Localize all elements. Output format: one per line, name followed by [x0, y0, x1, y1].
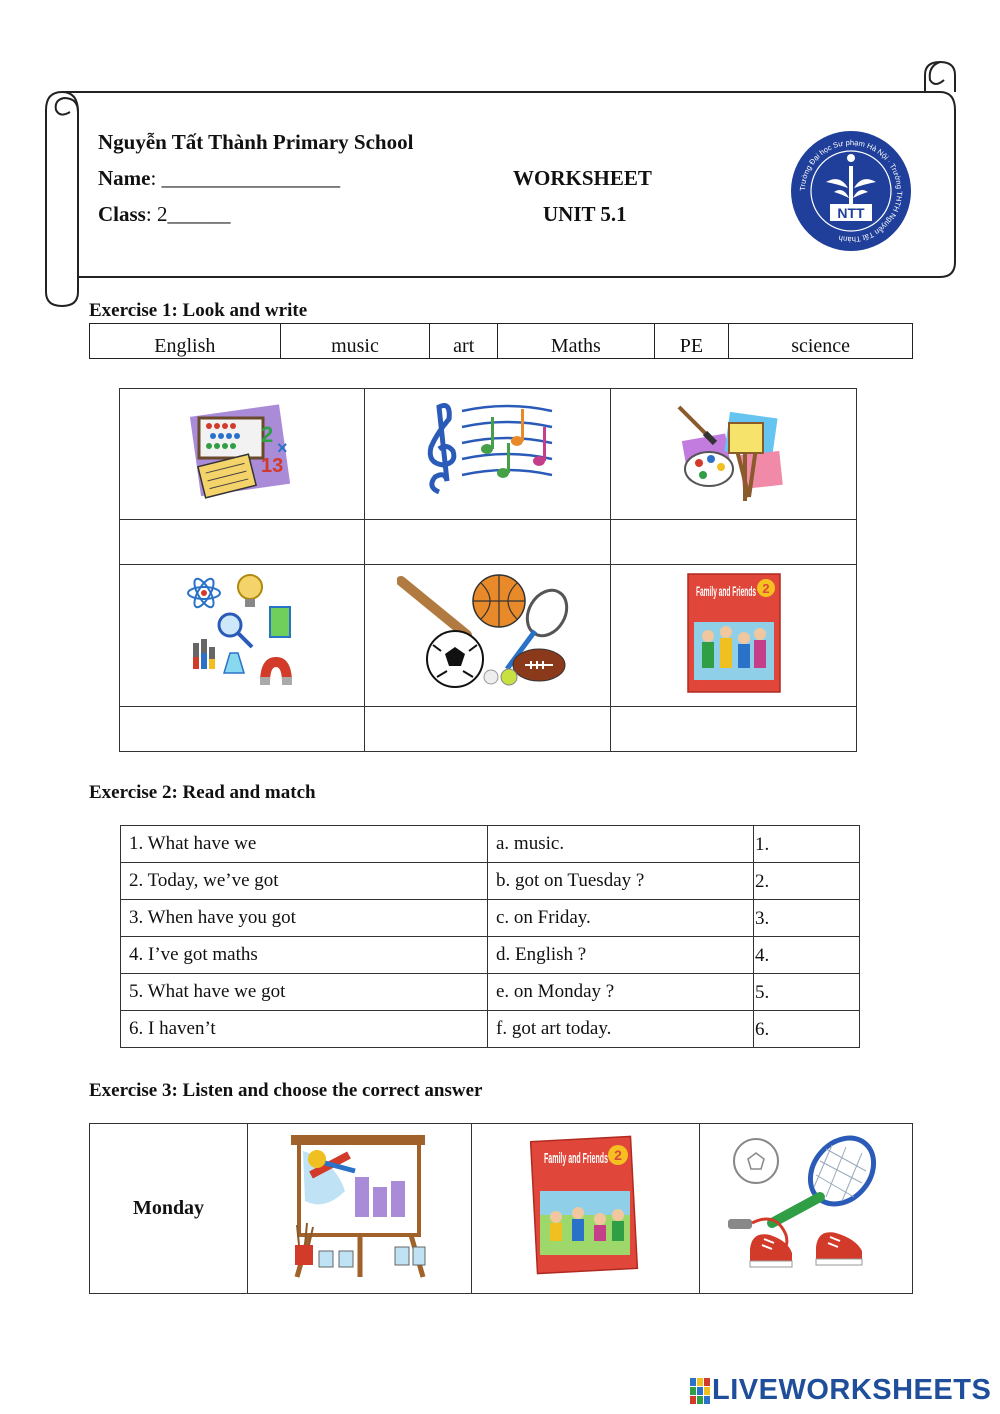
name-label: Name	[98, 166, 151, 190]
match-right: a. music.	[488, 826, 754, 863]
answer-cell	[611, 706, 857, 751]
match-table	[120, 825, 860, 1048]
day-cell	[90, 1124, 248, 1294]
answer-input-1[interactable]	[130, 527, 353, 557]
exercise3-title: Exercise 3: Listen and choose the correct answer	[89, 1080, 483, 1101]
book-number-text: 2	[613, 1147, 622, 1163]
match-answer-input[interactable]	[769, 944, 833, 967]
match-answer-cell[interactable]	[754, 974, 860, 1011]
sports-balls-icon	[397, 573, 577, 693]
exercise2-title: Exercise 2: Read and match	[89, 782, 316, 803]
picture-cell	[611, 389, 857, 520]
match-row	[121, 937, 860, 974]
match-row	[121, 826, 860, 863]
worksheet-title: WORKSHEET	[513, 166, 652, 190]
match-left: 2. Today, we’ve got	[121, 863, 488, 900]
option-cell-pe[interactable]	[700, 1124, 913, 1294]
match-row	[121, 900, 860, 937]
answer-input-2[interactable]	[375, 527, 600, 557]
svg-text:×: ×	[276, 437, 288, 458]
match-answer-input[interactable]	[769, 870, 833, 893]
match-right: c. on Friday.	[488, 900, 754, 937]
match-row	[121, 1011, 860, 1048]
match-number: 4.	[755, 944, 770, 966]
match-answer-cell[interactable]	[754, 1011, 860, 1048]
art-easel-icon	[285, 1131, 435, 1281]
logo-text: NTT	[837, 205, 865, 221]
match-left: 6. I haven’t	[121, 1011, 488, 1048]
picture-cell	[120, 565, 365, 706]
liveworksheets-logo-icon	[690, 1378, 710, 1404]
svg-text:13: 13	[260, 454, 284, 477]
match-number: 1.	[755, 833, 770, 855]
answer-input-3[interactable]	[621, 527, 845, 557]
class-label: Class	[98, 202, 146, 226]
class-line	[98, 202, 230, 227]
svg-text:2: 2	[260, 421, 274, 447]
match-answer-cell[interactable]	[754, 937, 860, 974]
word-bank-item[interactable]: PE	[654, 324, 729, 359]
picture-cell	[120, 389, 365, 520]
exercise3-table	[89, 1123, 913, 1294]
match-number: 6.	[755, 1018, 770, 1040]
family-friends-book-icon	[530, 1135, 642, 1277]
answer-cell	[364, 706, 610, 751]
match-answer-input[interactable]	[769, 1018, 833, 1041]
match-number: 5.	[755, 981, 770, 1003]
book-title-text: Family and Friends	[543, 1150, 608, 1167]
match-left: 3. When have you got	[121, 900, 488, 937]
liveworksheets-text: LIVEWORKSHEETS	[712, 1374, 992, 1406]
word-bank-item[interactable]: Maths	[498, 324, 654, 359]
match-left: 4. I’ve got maths	[121, 937, 488, 974]
family-friends-book-icon	[686, 572, 782, 694]
exercise1-picture-grid	[119, 388, 857, 752]
match-answer-input[interactable]	[769, 833, 833, 856]
answer-cell	[364, 520, 610, 565]
exercise1-title: Exercise 1: Look and write	[89, 300, 308, 321]
answer-input-5[interactable]	[375, 714, 600, 744]
unit-title: UNIT 5.1	[543, 202, 627, 226]
picture-cell	[364, 565, 610, 706]
match-row	[121, 863, 860, 900]
answer-cell	[120, 706, 365, 751]
class-blank[interactable]: : 2______	[145, 202, 231, 226]
art-palette-icon	[669, 397, 799, 507]
logo-ring-text: Trường Đại học Sư phạm Hà Nội · Trường THTH Nguyễn Tất Thành	[797, 137, 905, 245]
picture-cell	[364, 389, 610, 520]
match-answer-cell[interactable]	[754, 900, 860, 937]
answer-cell	[120, 520, 365, 565]
answer-cell	[611, 520, 857, 565]
word-bank	[89, 323, 913, 359]
word-bank-item[interactable]: music	[280, 324, 430, 359]
answer-input-6[interactable]	[621, 714, 845, 744]
match-answer-cell[interactable]	[754, 826, 860, 863]
match-answer-cell[interactable]	[754, 863, 860, 900]
match-right: e. on Monday ?	[488, 974, 754, 1011]
school-name: Nguyễn Tất Thành Primary School	[98, 130, 414, 154]
music-notes-icon	[417, 397, 557, 507]
match-right: d. English ?	[488, 937, 754, 974]
science-lab-icon	[182, 573, 302, 693]
pe-sports-icon	[716, 1131, 896, 1281]
book-number-text: 2	[761, 581, 770, 597]
name-blank[interactable]: : _________________	[150, 166, 341, 190]
match-answer-input[interactable]	[769, 907, 833, 930]
school-logo	[790, 130, 912, 252]
book-title-text: Family and Friends	[695, 583, 756, 600]
picture-cell	[611, 565, 857, 706]
answer-input-4[interactable]	[130, 714, 353, 744]
match-right: b. got on Tuesday ?	[488, 863, 754, 900]
maths-abacus-icon	[187, 402, 297, 502]
word-bank-item[interactable]: art	[430, 324, 498, 359]
match-row	[121, 974, 860, 1011]
option-cell-art[interactable]	[248, 1124, 472, 1294]
word-bank-item[interactable]: English	[90, 324, 281, 359]
match-number: 2.	[755, 870, 770, 892]
day-label: Monday	[132, 1197, 205, 1219]
match-right: f. got art today.	[488, 1011, 754, 1048]
word-bank-item[interactable]: science	[729, 324, 913, 359]
match-answer-input[interactable]	[769, 981, 833, 1004]
option-cell-book[interactable]	[472, 1124, 700, 1294]
name-line	[98, 166, 340, 191]
match-left: 5. What have we got	[121, 974, 488, 1011]
match-number: 3.	[755, 907, 770, 929]
match-left: 1. What have we	[121, 826, 488, 863]
